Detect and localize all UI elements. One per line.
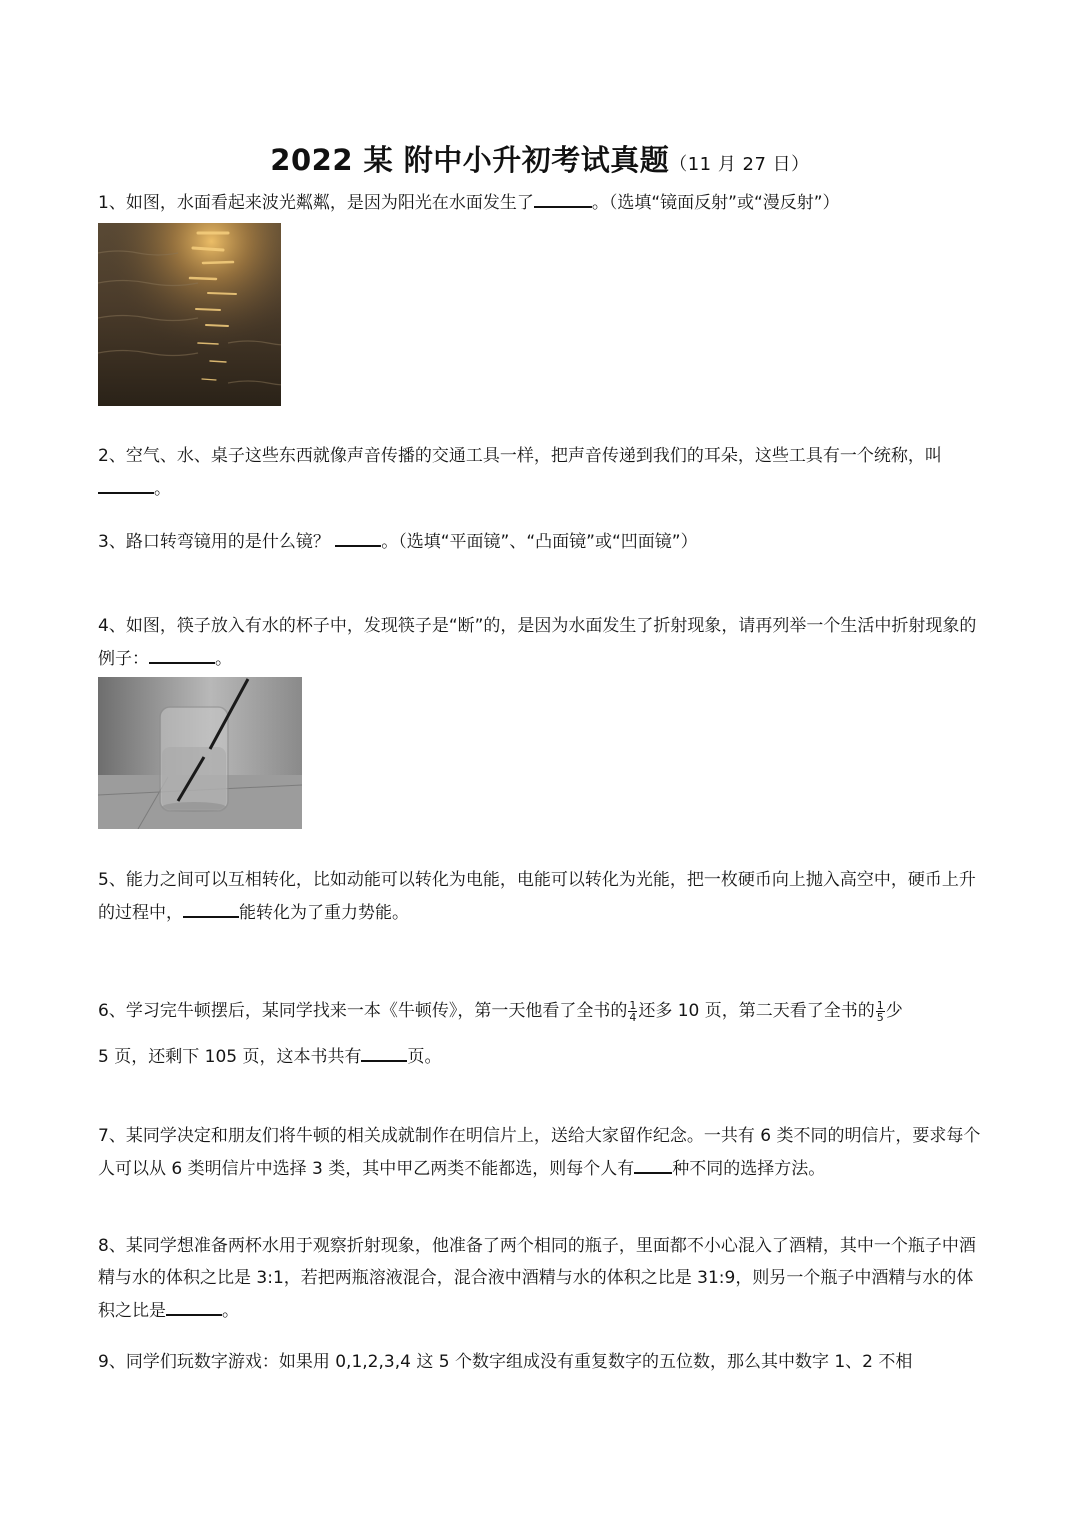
title-date: （11 月 27 日） xyxy=(669,154,810,175)
question-3-text: 3、路口转弯镜用的是什么镜？ xyxy=(98,532,330,552)
title-main: 2022 某 附中小升初考试真题 xyxy=(270,143,670,177)
answer-blank xyxy=(335,525,381,547)
water-sunlight-photo xyxy=(98,223,281,406)
question-4-text-tail: 。 xyxy=(215,649,232,669)
answer-blank xyxy=(361,1040,407,1062)
answer-blank xyxy=(98,472,154,494)
question-6-text-tail: 页。 xyxy=(407,1047,442,1067)
question-7 xyxy=(98,1120,988,1185)
question-1-text-tail: 。（选填“镜面反射”或“漫反射”） xyxy=(591,193,840,213)
answer-blank xyxy=(149,642,215,664)
question-6-text: 6、学习完牛顿摆后，某同学找来一本《牛顿传》，第一天他看了全书的 xyxy=(98,1001,628,1021)
question-5-text-tail: 能转化为了重力势能。 xyxy=(239,903,409,923)
question-8-text-tail: 。 xyxy=(222,1301,239,1321)
chopstick-glass-photo xyxy=(98,677,302,829)
fraction-one-fifth: $\frac{1}{5}$ xyxy=(876,998,884,1024)
question-1 xyxy=(98,186,988,219)
question-7-text: 7、某同学决定和朋友们将牛顿的相关成就制作在明信片上，送给大家留作纪念。一共有 6 类不同的明信片，要求每个人可以从 6 类明信片中选择 3 类，其中甲乙两类不能都选，则每个人有 xyxy=(98,1126,981,1179)
question-8 xyxy=(98,1230,988,1327)
answer-blank xyxy=(166,1294,222,1316)
answer-blank xyxy=(634,1152,672,1174)
question-5 xyxy=(98,864,988,929)
page-title xyxy=(0,138,1080,179)
question-3 xyxy=(98,525,988,558)
question-6-text-2: 还多 10 页，第二天看了全书的 xyxy=(638,1001,875,1021)
question-6 xyxy=(98,988,988,1080)
question-2-text-tail: 。 xyxy=(154,479,171,499)
question-4 xyxy=(98,610,988,675)
question-9-text: 9、同学们玩数字游戏：如果用 0,1,2,3,4 这 5 个数字组成没有重复数字的五位数，那么其中数字 1、2 不相 xyxy=(98,1352,913,1372)
question-1-text: 1、如图，水面看起来波光粼粼，是因为阳光在水面发生了 xyxy=(98,193,534,213)
question-2-text: 2、空气、水、桌子这些东西就像声音传播的交通工具一样，把声音传递到我们的耳朵，这些工具有一个统称，叫 xyxy=(98,446,942,466)
fraction-one-quarter: $\frac{1}{4}$ xyxy=(629,998,637,1024)
answer-blank xyxy=(183,896,239,918)
question-7-text-tail: 种不同的选择方法。 xyxy=(672,1159,826,1179)
question-9 xyxy=(98,1346,988,1378)
question-4-text: 4、如图，筷子放入有水的杯子中，发现筷子是“断”的，是因为水面发生了折射现象，请再列举一个生活中折射现象的例子： xyxy=(98,616,977,669)
question-6-text-4: 5 页，还剩下 105 页，这本书共有 xyxy=(98,1047,362,1067)
question-3-text-tail: 。（选填“平面镜”、“凸面镜”或“凹面镜”） xyxy=(381,532,698,552)
question-6-text-3: 少 xyxy=(885,1001,903,1021)
question-5-text: 5、能力之间可以互相转化，比如动能可以转化为电能，电能可以转化为光能，把一枚硬币向上抛入高空中，硬币上升的过程中， xyxy=(98,870,976,923)
answer-blank xyxy=(534,186,592,208)
question-8-text: 8、某同学想准备两杯水用于观察折射现象，他准备了两个相同的瓶子，里面都不小心混入了酒精，其中一个瓶子中酒精与水的体积之比是 3:1，若把两瓶溶液混合，混合液中酒精与水的体积之比是 31:9，则另一个瓶子中酒精与水的体积之比是 xyxy=(98,1236,976,1321)
question-2 xyxy=(98,440,988,505)
